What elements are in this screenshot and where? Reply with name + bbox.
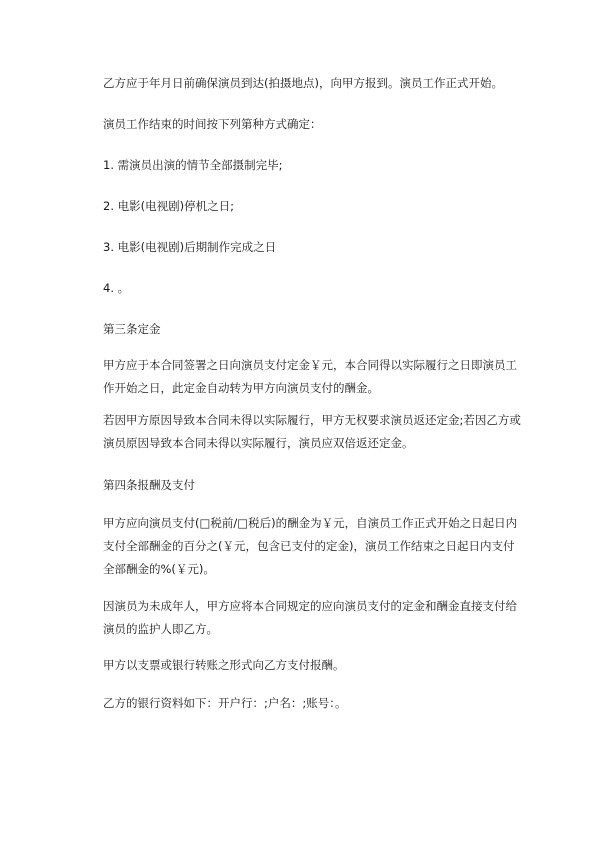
list-item-3: 3. 电影(电视剧)后期制作完成之日 (103, 240, 277, 254)
section-heading-remuneration: 第四条报酬及支付 (103, 478, 195, 492)
paragraph-bank-info: 乙方的银行资料如下：开户行：;户名：;账号：。 (103, 696, 347, 710)
paragraph-end-time-method: 演员工作结束的时间按下列第种方式确定： (103, 117, 322, 131)
list-item-1: 1. 需演员出演的情节全部摄制完毕; (103, 158, 283, 172)
paragraph-deposit-refund: 若因甲方原因导致本合同未得以实际履行，甲方无权要求演员返还定金;若因乙方或演员原因导致本合同未得以实际履行，演员应双倍返还定金。 (103, 413, 521, 450)
list-item-2: 2. 电影(电视剧)停机之日; (103, 199, 234, 213)
paragraph-guardian-payment: 因演员为未成年人，甲方应将本合同规定的应向演员支付的定金和酬金直接支付给演员的监护人即乙方。 (103, 599, 517, 636)
paragraph-payment-method: 甲方以支票或银行转账之形式向乙方支付报酬。 (103, 658, 345, 672)
section-heading-deposit: 第三条定金 (103, 322, 161, 336)
paragraph-remuneration-payment: 甲方应向演员支付(□税前/□税后)的酬金为￥元，自演员工作正式开始之日起日内支付全部酬金的百分之(￥元，包含已支付的定金)，演员工作结束之日起日内支付全部酬金的%(￥元)。 (103, 516, 518, 576)
paragraph-arrival: 乙方应于年月日前确保演员到达(拍摄地点)，向甲方报到。演员工作正式开始。 (103, 76, 503, 90)
list-item-4: 4. 。 (103, 281, 130, 295)
paragraph-deposit-payment: 甲方应于本合同签署之日向演员支付定金￥元，本合同得以实际履行之日即演员工作开始之日，此定金自动转为甲方向演员支付的酬金。 (103, 358, 517, 395)
